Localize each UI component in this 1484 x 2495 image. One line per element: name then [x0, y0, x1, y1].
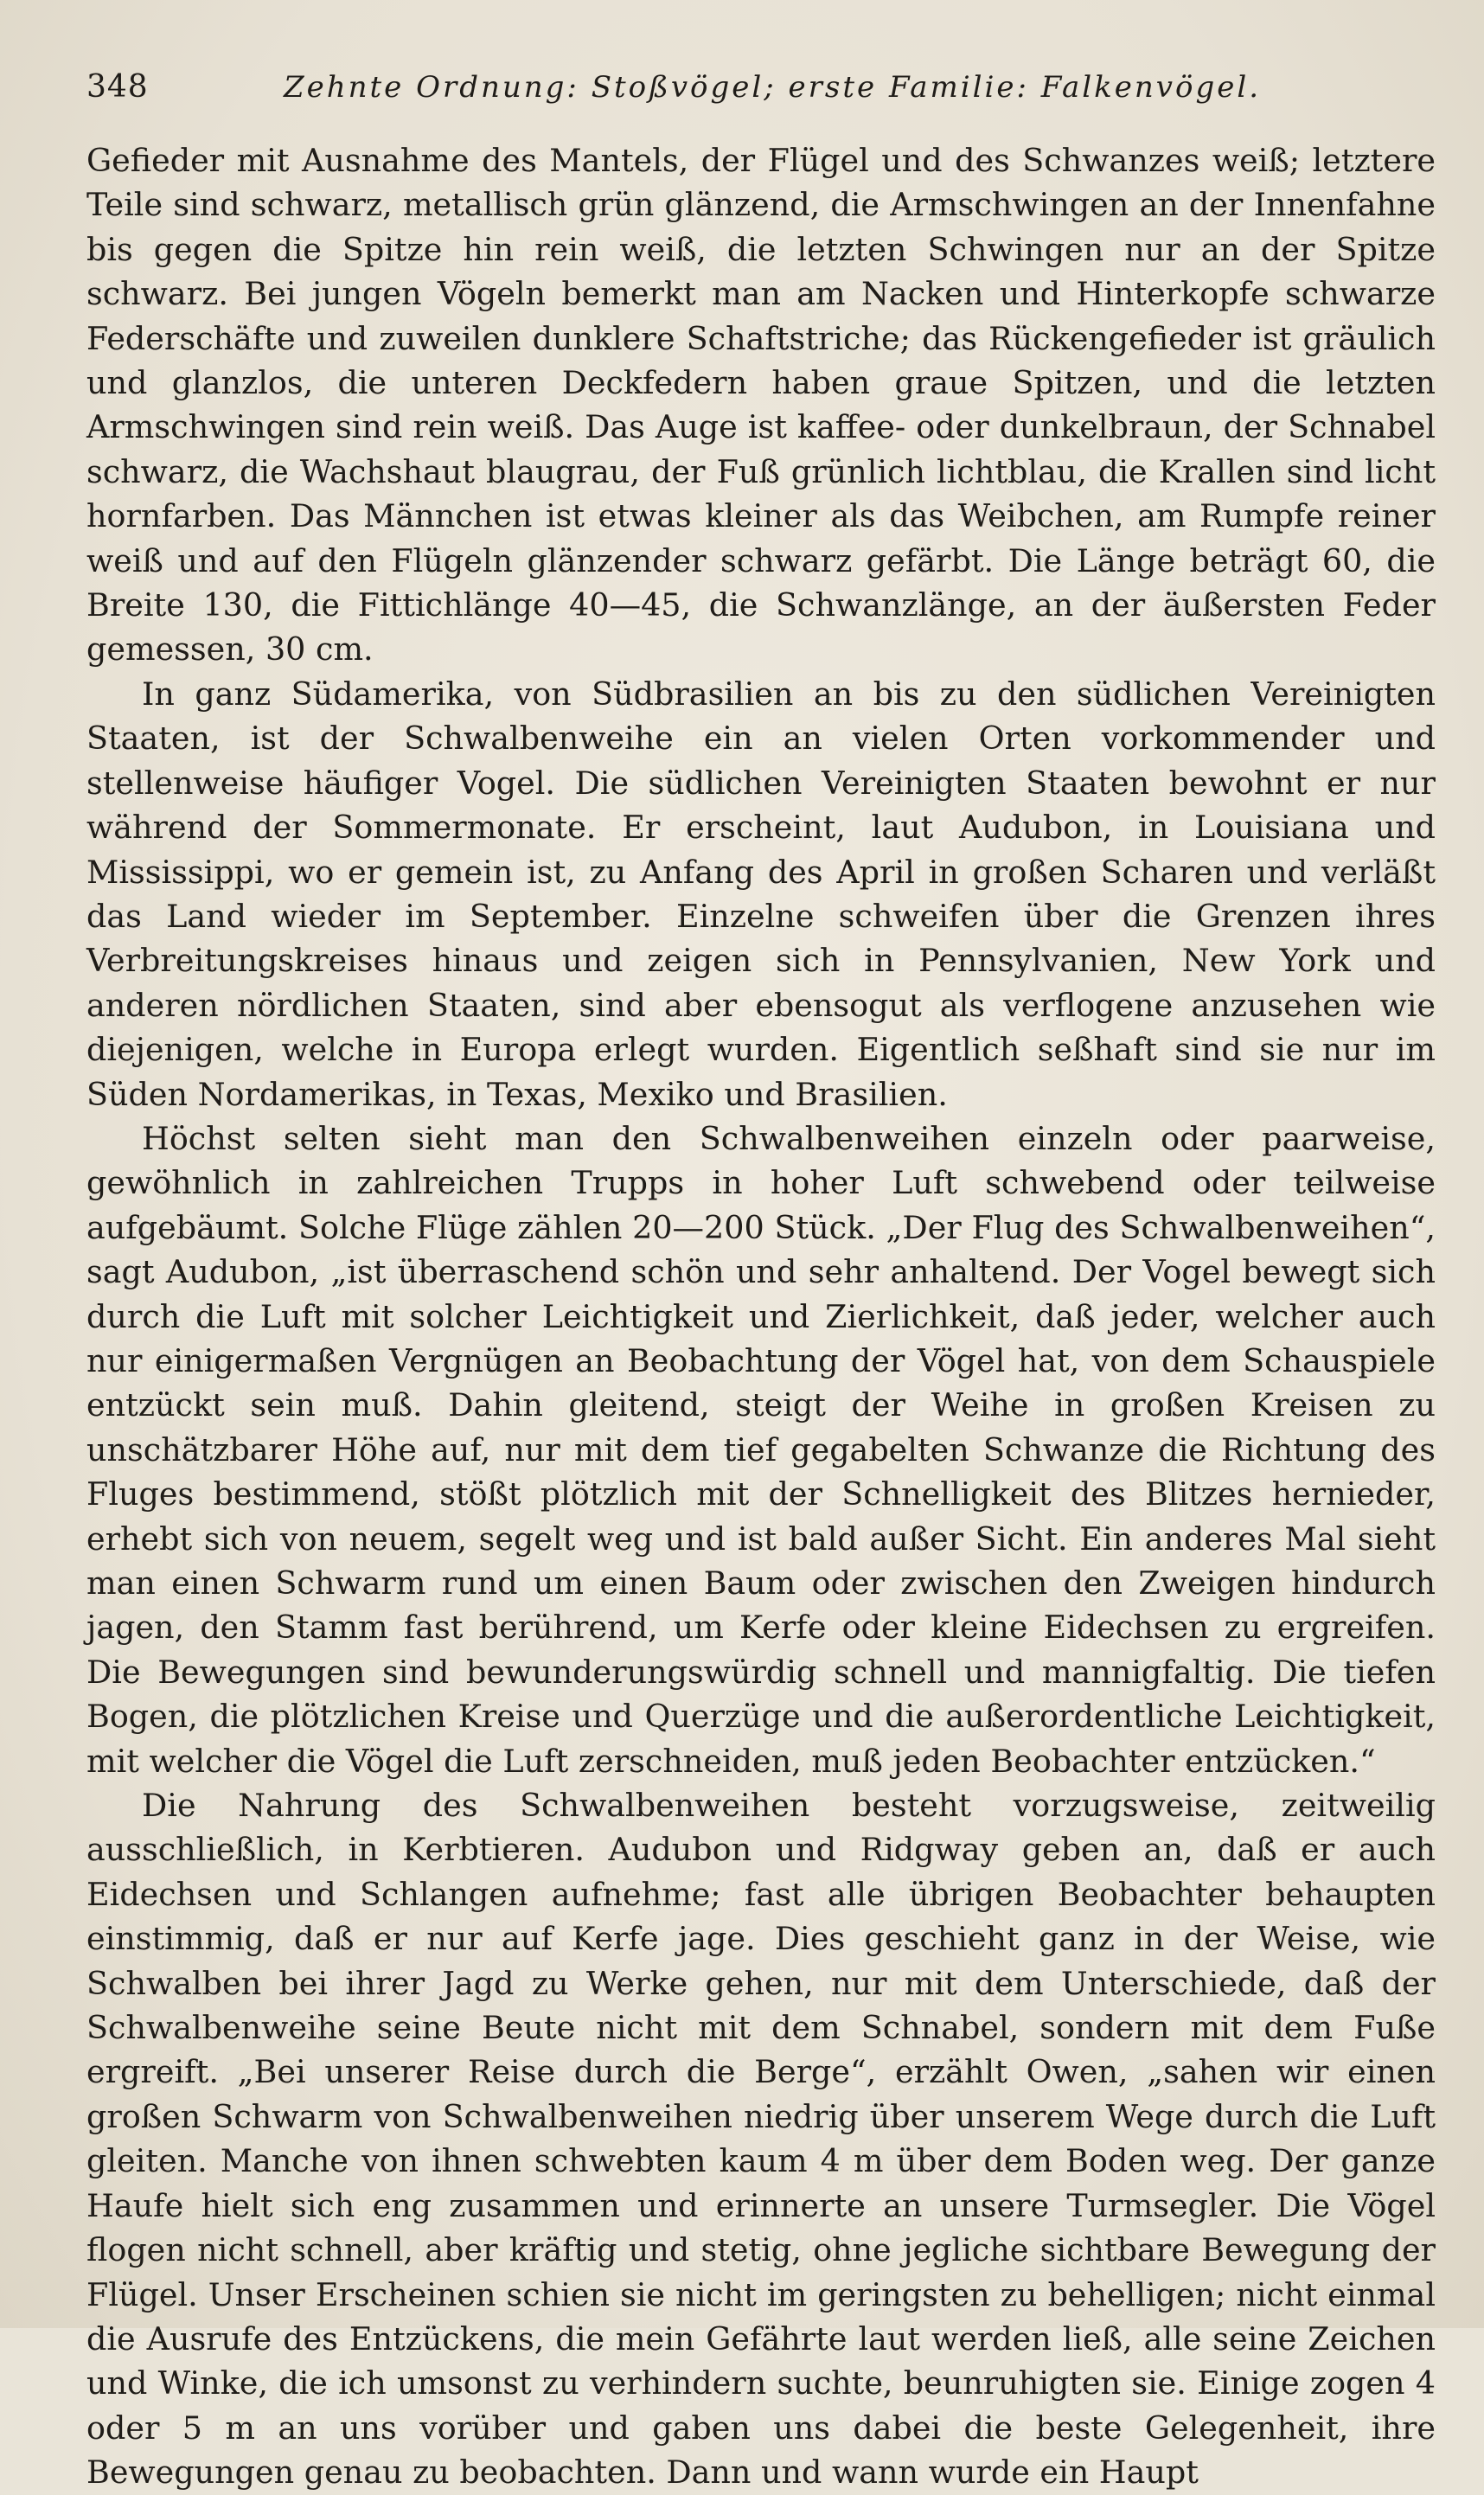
paragraph-food: Die Nahrung des Schwalbenweihen besteht vorzugsweise, zeitweilig ausschließlich, in Kerbtieren. Audubon und Ridgway geben an, daß er auch Eidechsen und Schlangen aufnehme; fast alle übrigen Beobachter behaupten einstimmig, daß er nur auf Kerfe jage. Dies geschieht ganz in der Weise, wie Schwalben bei ihrer Jagd zu Werke gehen, nur mit dem Unterschiede, daß der Schwalbenweihe seine Beute nicht mit dem Schnabel, sondern mit dem Fuße ergreift. „Bei unserer Reise durch die Berge“, erzählt Owen, „sahen wir einen großen Schwarm von Schwalbenweihen niedrig über unserem Wege durch die Luft gleiten. Manche von ihnen schwebten kaum 4 m über dem Boden weg. Der ganze Haufe hielt sich eng zusammen und erinnerte an unsere Turmsegler. Die Vögel flogen nicht schnell, aber kräftig und stetig, ohne jegliche sichtbare Bewegung der Flügel. Unser Erscheinen schien sie nicht im geringsten zu behelligen; nicht einmal die Ausrufe des Entzückens, die mein Gefährte laut werden ließ, alle seine Zeichen und Winke, die ich umsonst zu verhindern suchte, beunruhigten sie. Einige zogen 4 oder 5 m an uns vorüber und gaben uns dabei die beste Gelegenheit, ihre Bewegungen genau zu beobachten. Dann und wann wurde ein Haupt: [86, 1787, 1436, 2492]
running-head: Zehnte Ordnung: Stoßvögel; erste Familie: Falkenvögel.: [283, 70, 1262, 105]
page-header: [86, 69, 1432, 121]
paragraph-distribution: In ganz Südamerika, von Südbrasilien an bis zu den südlichen Vereinigten Staaten, ist der Schwalbenweihe ein an vielen Orten vorkommender und stellenweise häufiger Vogel. Die südlichen Vereinigten Staaten bewohnt er nur während der Sommermonate. Er erscheint, laut Audubon, in Louisiana und Mississippi, wo er gemein ist, zu Anfang des April in großen Scharen und verläßt das Land wieder im September. Einzelne schweifen über die Grenzen ihres Verbreitungskreises hinaus und zeigen sich in Pennsylvanien, New York und anderen nördlichen Staaten, sind aber ebensogut als verflogene anzusehen wie diejenigen, welche in Europa erlegt wurden. Eigentlich seßhaft sind sie nur im Süden Nordamerikas, in Texas, Mexiko und Brasilien.: [86, 675, 1436, 1113]
page-number: 348: [86, 69, 149, 105]
body-text: [86, 138, 1436, 2495]
paragraph-flight: Höchst selten sieht man den Schwalbenweihen einzeln oder paarweise, gewöhnlich in zahlreichen Trupps in hoher Luft schwebend oder teilweise aufgebäumt. Solche Flüge zählen 20—200 Stück. „Der Flug des Schwalbenweihen“, sagt Audubon, „ist überraschend schön und sehr anhaltend. Der Vogel bewegt sich durch die Luft mit solcher Leichtigkeit und Zierlichkeit, daß jeder, welcher auch nur einigermaßen Vergnügen an Beobachtung der Vögel hat, von dem Schauspiele entzückt sein muß. Dahin gleitend, steigt der Weihe in großen Kreisen zu unschätzbarer Höhe auf, nur mit dem tief gegabelten Schwanze die Richtung des Fluges bestimmend, stößt plötzlich mit der Schnelligkeit des Blitzes hernieder, erhebt sich von neuem, segelt weg und ist bald außer Sicht. Ein anderes Mal sieht man einen Schwarm rund um einen Baum oder zwischen den Zweigen hindurch jagen, den Stamm fast berührend, um Kerfe oder kleine Eidechsen zu ergreifen. Die Bewegungen sind bewunderungswürdig schnell und mannigfaltig. Die tiefen Bogen, die plötzlichen Kreise und Querzüge und die außerordentliche Leichtigkeit, mit welcher die Vögel die Luft zerschneiden, muß jeden Beobachter entzücken.“: [86, 1119, 1436, 1780]
paragraph-plumage: Gefieder mit Ausnahme des Mantels, der Flügel und des Schwanzes weiß; letztere Teile sind schwarz, metallisch grün glänzend, die Armschwingen an der Innenfahne bis gegen die Spitze hin rein weiß, die letzten Schwingen nur an der Spitze schwarz. Bei jungen Vögeln bemerkt man am Nacken und Hinterkopfe schwarze Federschäfte und zuweilen dunklere Schaftstriche; das Rückengefieder ist gräulich und glanzlos, die unteren Deckfedern haben graue Spitzen, und die letzten Armschwingen sind rein weiß. Das Auge ist kaffee- oder dunkelbraun, der Schnabel schwarz, die Wachshaut blaugrau, der Fuß grünlich lichtblau, die Krallen sind licht hornfarben. Das Männchen ist etwas kleiner als das Weibchen, am Rumpfe reiner weiß und auf den Flügeln glänzender schwarz gefärbt. Die Länge beträgt 60, die Breite 130, die Fittichlänge 40—45, die Schwanzlänge, an der äußersten Feder gemessen, 30 cm.: [86, 142, 1436, 669]
